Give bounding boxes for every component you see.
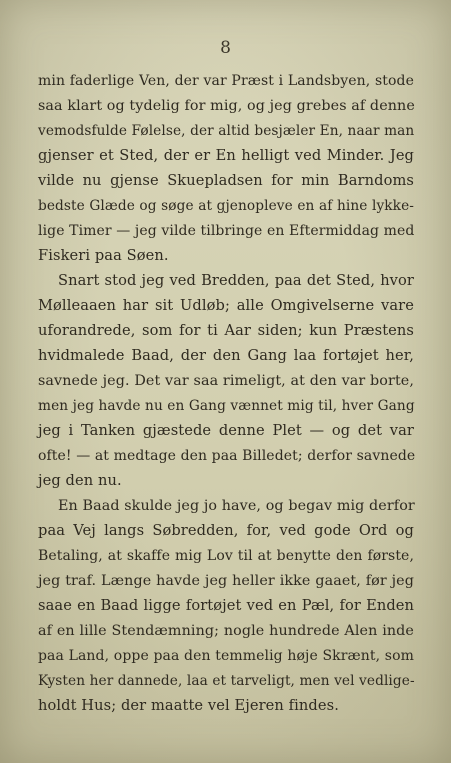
text-line: lige Timer — jeg vilde tilbringe en Eftermiddag med [38,223,415,239]
text-line: paa Vej langs Søbredden, for, ved gode Ord og [38,522,414,539]
text-line: af en lille Stendæmning; nogle hundrede Alen inde [38,623,414,639]
text-line: En Baad skulde jeg jo have, og begav mig derfor [58,498,415,514]
text-line: gjenser et Sted, der er En helligt ved Minder. Jeg [38,147,414,164]
text-line: Snart stod jeg ved Bredden, paa det Sted, hvor [58,272,414,289]
text-line: Fiskeri paa Søen. [38,247,169,264]
text-line: saa klart og tydelig for mig, og jeg grebes af denne [38,98,415,114]
text-line: uforandrede, som for ti Aar siden; kun Præstens [38,322,414,339]
text-line: saae en Baad ligge fortøjet ved en Pæl, for Enden [38,597,414,614]
text-line: men jeg havde nu en Gang vænnet mig til, hver Gang [38,398,415,414]
text-line: paa Land, oppe paa den temmelig høje Skrænt, som [38,648,414,664]
text-line: jeg den nu. [38,472,122,489]
text-line: jeg traf. Længe havde jeg heller ikke gaaet, før jeg [38,573,414,589]
text-line: min faderlige Ven, der var Præst i Landsbyen, stode [38,73,414,89]
text-line: jeg i Tanken gjæstede denne Plet — og det var [38,422,414,439]
text-line: vemodsfulde Følelse, der altid besjæler En, naar man [38,123,415,139]
text-line: holdt Hus; der maatte vel Ejeren findes. [38,697,339,714]
text-line: bedste Glæde og søge at gjenopleve en af hine lykke- [38,198,414,214]
text-line: Betaling, at skaffe mig Lov til at benytte den første, [38,548,414,564]
text-line: Mølleaaen har sit Udløb; alle Omgivelserne vare [38,297,414,314]
text-line: vilde nu gjense Skuepladsen for min Barndoms [38,172,414,189]
page-number: 8 [220,38,231,58]
text-line: savnede jeg. Det var saa rimeligt, at den var borte, [38,373,414,389]
text-line: Kysten her dannede, laa et tarveligt, men vel vedlige- [38,673,415,689]
text-line: hvidmalede Baad, der den Gang laa fortøjet her, [38,347,414,364]
text-line: ofte! — at medtage den paa Billedet; derfor savnede [38,448,416,464]
